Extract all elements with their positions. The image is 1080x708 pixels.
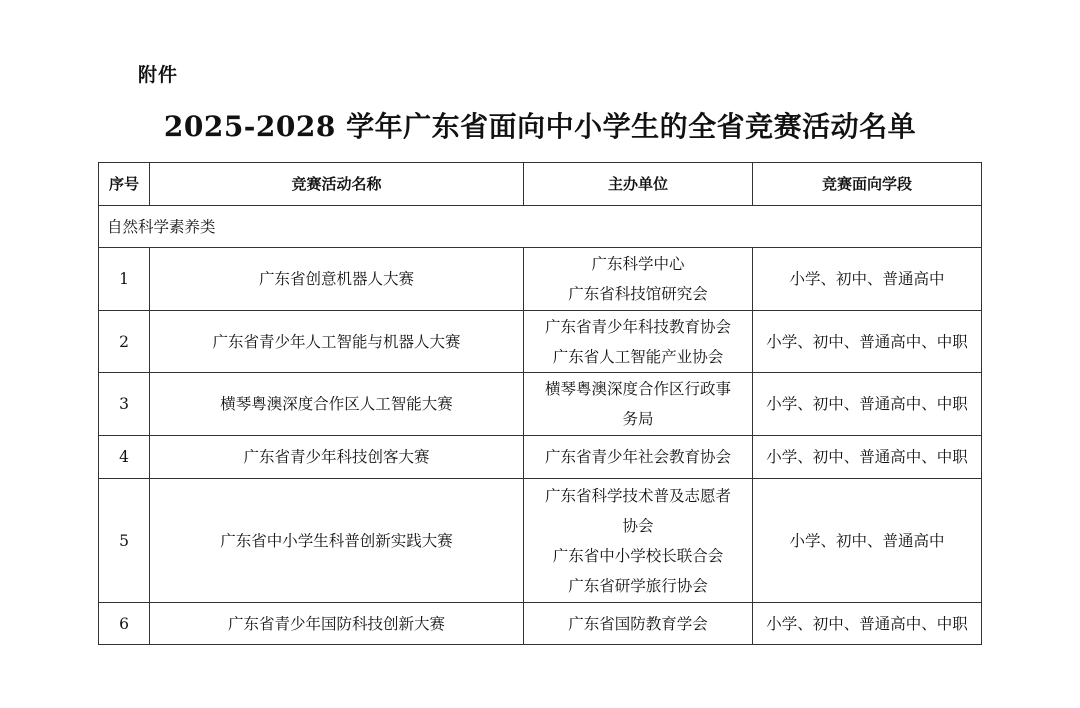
header-level: 竞赛面向学段 xyxy=(753,163,982,206)
row-level: 小学、初中、普通高中、中职 xyxy=(753,311,982,373)
row-name: 广东省青少年国防科技创新大赛 xyxy=(150,603,524,645)
table-row xyxy=(99,436,982,479)
category-row xyxy=(99,206,982,248)
row-name: 横琴粤澳深度合作区人工智能大赛 xyxy=(150,373,524,436)
table-row xyxy=(99,373,982,436)
row-no: 5 xyxy=(99,479,150,603)
row-organizer xyxy=(524,311,753,373)
organizer-line: 横琴粤澳深度合作区行政事 xyxy=(544,380,731,398)
organizer-line: 广东省国防教育学会 xyxy=(568,614,708,633)
organizer-line: 广东省研学旅行协会 xyxy=(568,576,708,595)
organizer-line: 广东省中小学校长联合会 xyxy=(552,546,724,565)
organizer-line: 广东省科学技术普及志愿者 xyxy=(544,486,731,505)
row-name: 广东省中小学生科普创新实践大赛 xyxy=(150,479,524,603)
organizer-line: 务局 xyxy=(622,410,654,428)
row-level: 小学、初中、普通高中 xyxy=(753,479,982,603)
table-row xyxy=(99,311,982,373)
organizer-line: 广东科学中心 xyxy=(591,255,685,273)
table-header-row xyxy=(99,163,982,206)
row-no: 4 xyxy=(99,436,150,479)
page-title: 2025-2028 学年广东省面向中小学生的全省竞赛活动名单 xyxy=(163,110,917,143)
row-organizer xyxy=(524,373,753,436)
competition-table xyxy=(98,162,982,645)
organizer-line: 协会 xyxy=(622,516,654,535)
table-row xyxy=(99,479,982,603)
row-no: 6 xyxy=(99,603,150,645)
row-level: 小学、初中、普通高中、中职 xyxy=(753,603,982,645)
row-name: 广东省创意机器人大赛 xyxy=(150,248,524,311)
row-level: 小学、初中、普通高中、中职 xyxy=(753,373,982,436)
table-row xyxy=(99,603,982,645)
row-organizer xyxy=(524,436,753,479)
table-row xyxy=(99,248,982,311)
header-name: 竞赛活动名称 xyxy=(150,163,524,206)
row-level: 小学、初中、普通高中、中职 xyxy=(753,436,982,479)
row-organizer xyxy=(524,479,753,603)
row-no: 2 xyxy=(99,311,150,373)
attachment-label: 附件 xyxy=(138,64,179,86)
row-name: 广东省青少年科技创客大赛 xyxy=(150,436,524,479)
organizer-line: 广东省科技馆研究会 xyxy=(568,285,708,303)
organizer-line: 广东省人工智能产业协会 xyxy=(552,347,724,366)
row-name: 广东省青少年人工智能与机器人大赛 xyxy=(150,311,524,373)
row-no: 1 xyxy=(99,248,150,311)
row-organizer xyxy=(524,603,753,645)
header-no: 序号 xyxy=(99,163,150,206)
organizer-line: 广东省青少年科技教育协会 xyxy=(544,317,731,336)
category-label: 自然科学素养类 xyxy=(99,206,982,248)
row-no: 3 xyxy=(99,373,150,436)
row-level: 小学、初中、普通高中 xyxy=(753,248,982,311)
row-organizer xyxy=(524,248,753,311)
header-organizer: 主办单位 xyxy=(524,163,753,206)
organizer-line: 广东省青少年社会教育协会 xyxy=(544,448,731,466)
